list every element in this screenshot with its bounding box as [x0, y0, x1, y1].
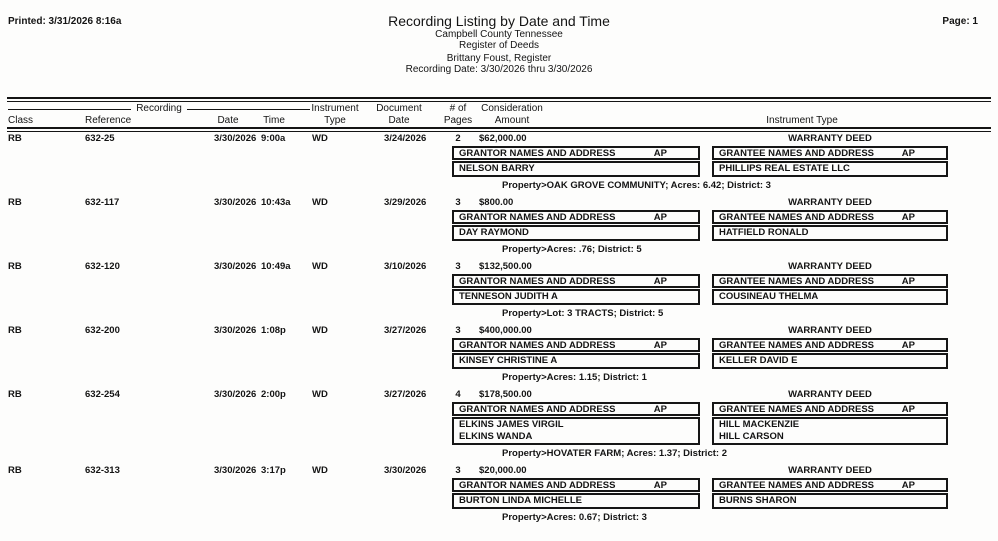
- record-party-boxes: [0, 478, 998, 510]
- col-pages-line2: Pages: [443, 115, 473, 126]
- record-row: [0, 133, 998, 192]
- grantor-names: [452, 289, 700, 305]
- record-instrument-code: WD: [312, 133, 328, 144]
- grantee-name: COUSINEAU THELMA: [719, 291, 819, 302]
- record-party-boxes: [0, 146, 998, 178]
- record-property-line: Property>Acres: 1.15; District: 1: [502, 372, 647, 383]
- record-row: [0, 261, 998, 320]
- grantor-header-label: GRANTOR NAMES AND ADDRESS: [459, 147, 616, 159]
- grantee-name: HILL MACKENZIE: [719, 419, 800, 430]
- record-party-boxes: [0, 274, 998, 306]
- records: [0, 133, 998, 529]
- grantor-header-label: GRANTOR NAMES AND ADDRESS: [459, 339, 616, 351]
- grantee-box: [712, 478, 948, 509]
- grantee-header-label: GRANTEE NAMES AND ADDRESS: [719, 147, 875, 159]
- grantor-name: NELSON BARRY: [459, 163, 535, 174]
- grantee-box: [712, 274, 948, 305]
- grantor-ap-label: AP: [653, 147, 667, 159]
- subtitle-date-range: Recording Date: 3/30/2026 thru 3/30/2026: [405, 64, 593, 75]
- record-row: [0, 389, 998, 460]
- record-time: 9:00a: [261, 133, 286, 144]
- record-amount: $178,500.00: [479, 389, 532, 400]
- grantor-box-header: [452, 146, 700, 160]
- record-pages: 3: [455, 325, 461, 336]
- record-instrument-type: WARRANTY DEED: [788, 197, 872, 208]
- record-class: RB: [8, 133, 22, 144]
- record-class: RB: [8, 197, 22, 208]
- grantee-header-label: GRANTEE NAMES AND ADDRESS: [719, 479, 875, 491]
- grantee-box-header: [712, 402, 948, 416]
- grantor-box-header: [452, 478, 700, 492]
- grantee-name: BURNS SHARON: [719, 495, 797, 506]
- record-instrument-code: WD: [312, 389, 328, 400]
- report-header: [0, 13, 998, 75]
- grantee-name: HILL CARSON: [719, 431, 784, 442]
- record-pages: 2: [455, 133, 461, 144]
- col-recording-group: [8, 103, 310, 114]
- record-amount: $20,000.00: [479, 465, 527, 476]
- grantee-header-label: GRANTEE NAMES AND ADDRESS: [719, 403, 875, 415]
- record-document-date: 3/27/2026: [384, 325, 427, 336]
- col-document-line1: Document: [376, 103, 422, 114]
- record-main-row: [0, 325, 998, 338]
- record-amount: $132,500.00: [479, 261, 532, 272]
- record-pages: 3: [455, 261, 461, 272]
- grantor-names: [452, 161, 700, 177]
- grantor-name: DAY RAYMOND: [459, 227, 529, 238]
- grantor-name: BURTON LINDA MICHELLE: [459, 495, 582, 506]
- record-document-date: 3/24/2026: [384, 133, 427, 144]
- col-recording-label: Recording: [136, 103, 182, 114]
- record-party-boxes: [0, 210, 998, 242]
- record-main-row: [0, 133, 998, 146]
- record-main-row: [0, 465, 998, 478]
- record-document-date: 3/10/2026: [384, 261, 427, 272]
- record-class: RB: [8, 261, 22, 272]
- page-number-label: Page: 1: [942, 16, 978, 27]
- col-class: Class: [8, 115, 34, 126]
- grantee-box: [712, 146, 948, 177]
- grantee-box-header: [712, 146, 948, 160]
- record-class: RB: [8, 465, 22, 476]
- record-main-row: [0, 197, 998, 210]
- grantor-header-label: GRANTOR NAMES AND ADDRESS: [459, 403, 616, 415]
- grantee-box-header: [712, 274, 948, 288]
- record-reference: 632-117: [85, 197, 120, 208]
- record-class: RB: [8, 325, 22, 336]
- grantor-name: TENNESON JUDITH A: [459, 291, 558, 302]
- record-party-boxes: [0, 402, 998, 446]
- grantee-header-label: GRANTEE NAMES AND ADDRESS: [719, 275, 875, 287]
- grantor-box: [452, 146, 700, 177]
- grantor-name: KINSEY CHRISTINE A: [459, 355, 558, 366]
- col-instrument-line1: Instrument: [311, 103, 359, 114]
- record-reference: 632-313: [85, 465, 120, 476]
- col-consideration-line2: Amount: [494, 115, 530, 126]
- record-date: 3/30/2026: [214, 465, 257, 476]
- record-date: 3/30/2026: [214, 389, 257, 400]
- grantee-box: [712, 402, 948, 445]
- grantee-ap-label: AP: [901, 479, 915, 491]
- grantor-ap-label: AP: [653, 403, 667, 415]
- grantee-names: [712, 225, 948, 241]
- record-row: [0, 465, 998, 524]
- record-instrument-code: WD: [312, 325, 328, 336]
- grantee-box: [712, 338, 948, 369]
- record-instrument-type: WARRANTY DEED: [788, 465, 872, 476]
- grantee-ap-label: AP: [901, 275, 915, 287]
- col-instrument-type-right: Instrument Type: [766, 115, 838, 126]
- record-instrument-code: WD: [312, 197, 328, 208]
- grantor-ap-label: AP: [653, 479, 667, 491]
- grantor-box: [452, 210, 700, 241]
- grantor-ap-label: AP: [653, 211, 667, 223]
- grantor-box-header: [452, 402, 700, 416]
- separator-rule-bottom: [7, 127, 991, 132]
- record-amount: $62,000.00: [479, 133, 527, 144]
- record-reference: 632-200: [85, 325, 120, 336]
- grantor-box-header: [452, 274, 700, 288]
- record-pages: 3: [455, 465, 461, 476]
- record-document-date: 3/30/2026: [384, 465, 427, 476]
- grantor-names: [452, 225, 700, 241]
- grantee-name: KELLER DAVID E: [719, 355, 798, 366]
- grantor-box-header: [452, 210, 700, 224]
- grantor-names: [452, 353, 700, 369]
- record-time: 1:08p: [261, 325, 286, 336]
- grantee-ap-label: AP: [901, 403, 915, 415]
- recording-dash-left: [8, 109, 131, 110]
- record-property-line: Property>Lot: 3 TRACTS; District: 5: [502, 308, 664, 319]
- record-pages: 3: [455, 197, 461, 208]
- grantee-names: [712, 353, 948, 369]
- grantor-header-label: GRANTOR NAMES AND ADDRESS: [459, 275, 616, 287]
- grantee-names: [712, 493, 948, 509]
- grantee-names: [712, 417, 948, 445]
- grantor-header-label: GRANTOR NAMES AND ADDRESS: [459, 211, 616, 223]
- record-property-line: Property>Acres: 0.67; District: 3: [502, 512, 647, 523]
- grantor-box: [452, 338, 700, 369]
- col-pages-line1: # of: [449, 103, 467, 114]
- col-reference: Reference: [85, 115, 132, 126]
- grantee-box: [712, 210, 948, 241]
- grantee-box-header: [712, 478, 948, 492]
- col-consideration-line1: Consideration: [481, 103, 543, 114]
- grantor-names: [452, 493, 700, 509]
- grantee-box-header: [712, 338, 948, 352]
- subtitle-office: Register of Deeds: [458, 40, 540, 51]
- record-reference: 632-254: [85, 389, 120, 400]
- record-time: 10:49a: [261, 261, 291, 272]
- record-reference: 632-25: [85, 133, 115, 144]
- grantor-name: ELKINS WANDA: [459, 431, 533, 442]
- printed-label: Printed: 3/31/2026 8:16a: [8, 16, 122, 27]
- grantee-ap-label: AP: [901, 339, 915, 351]
- record-instrument-type: WARRANTY DEED: [788, 325, 872, 336]
- record-party-boxes: [0, 338, 998, 370]
- record-instrument-code: WD: [312, 261, 328, 272]
- grantor-ap-label: AP: [653, 275, 667, 287]
- record-instrument-code: WD: [312, 465, 328, 476]
- record-amount: $400,000.00: [479, 325, 532, 336]
- record-property-line: Property>Acres: .76; District: 5: [502, 244, 642, 255]
- col-instrument-line2: Type: [324, 115, 346, 126]
- grantee-header-label: GRANTEE NAMES AND ADDRESS: [719, 211, 875, 223]
- grantor-box: [452, 402, 700, 445]
- column-headers: [0, 103, 998, 127]
- record-document-date: 3/27/2026: [384, 389, 427, 400]
- grantee-box-header: [712, 210, 948, 224]
- col-time: Time: [263, 115, 285, 126]
- record-main-row: [0, 389, 998, 402]
- grantee-names: [712, 161, 948, 177]
- grantee-header-label: GRANTEE NAMES AND ADDRESS: [719, 339, 875, 351]
- record-instrument-type: WARRANTY DEED: [788, 133, 872, 144]
- grantee-ap-label: AP: [901, 147, 915, 159]
- grantor-name: ELKINS JAMES VIRGIL: [459, 419, 564, 430]
- record-date: 3/30/2026: [214, 133, 257, 144]
- grantee-names: [712, 289, 948, 305]
- grantee-ap-label: AP: [901, 211, 915, 223]
- record-instrument-type: WARRANTY DEED: [788, 389, 872, 400]
- grantor-box-header: [452, 338, 700, 352]
- record-date: 3/30/2026: [214, 325, 257, 336]
- record-time: 10:43a: [261, 197, 291, 208]
- grantor-header-label: GRANTOR NAMES AND ADDRESS: [459, 479, 616, 491]
- record-row: [0, 197, 998, 256]
- record-date: 3/30/2026: [214, 261, 257, 272]
- col-date: Date: [217, 115, 239, 126]
- recording-dash-right: [187, 109, 310, 110]
- grantee-name: PHILLIPS REAL ESTATE LLC: [719, 163, 850, 174]
- record-time: 3:17p: [261, 465, 286, 476]
- record-instrument-type: WARRANTY DEED: [788, 261, 872, 272]
- record-main-row: [0, 261, 998, 274]
- grantor-box: [452, 274, 700, 305]
- subtitle-register: Brittany Foust, Register: [446, 53, 552, 64]
- grantor-ap-label: AP: [653, 339, 667, 351]
- grantor-names: [452, 417, 700, 445]
- subtitle-county: Campbell County Tennessee: [435, 29, 563, 40]
- record-row: [0, 325, 998, 384]
- record-class: RB: [8, 389, 22, 400]
- col-document-line2: Date: [388, 115, 410, 126]
- grantor-box: [452, 478, 700, 509]
- separator-rule-top: [7, 97, 991, 102]
- record-property-line: Property>OAK GROVE COMMUNITY; Acres: 6.42; District: 3: [502, 180, 771, 191]
- record-time: 2:00p: [261, 389, 286, 400]
- record-property-line: Property>HOVATER FARM; Acres: 1.37; District: 2: [502, 448, 727, 459]
- record-reference: 632-120: [85, 261, 120, 272]
- record-document-date: 3/29/2026: [384, 197, 427, 208]
- page-title: Recording Listing by Date and Time: [388, 13, 610, 29]
- grantee-name: HATFIELD RONALD: [719, 227, 809, 238]
- record-date: 3/30/2026: [214, 197, 257, 208]
- record-amount: $800.00: [479, 197, 514, 208]
- record-pages: 4: [455, 389, 461, 400]
